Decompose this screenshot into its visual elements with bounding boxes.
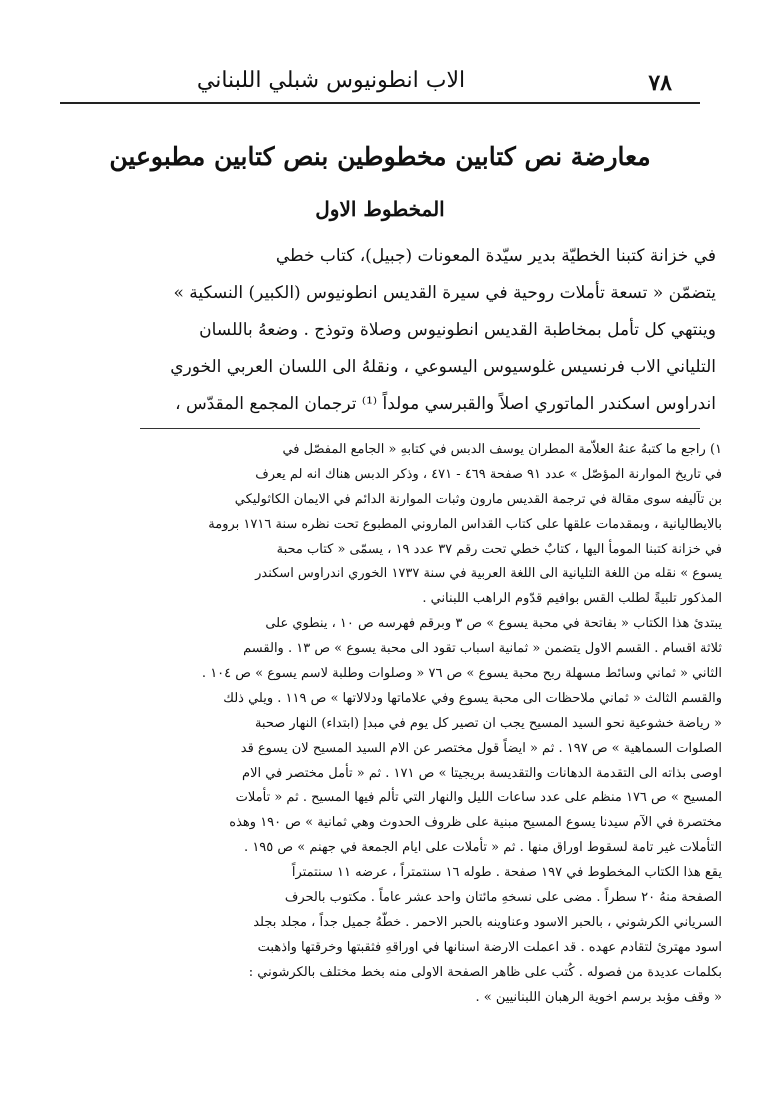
footnote-line: الصلوات السماهية » ص ١٩٧ . ثم « ايضاً قول مختصر عن الام السيد المسيح لان يسوع قد: [240, 740, 722, 756]
body-paragraph: [62, 238, 716, 423]
footnote-line: والقسم الثالث « ثماني ملاحظات الى محبة يسوع وفي علاماتها ودلالاتها » ص ١١٩ . ويلي ذلك: [223, 690, 722, 706]
footnote-line: التأملات غير تامة لسقوط اوراق منها . ثم « تأملات على ايام الجمعة في جهنم » ص ١٩٥ .: [244, 840, 722, 856]
header-rule: [60, 102, 700, 104]
footnote-line: في تاريخ الموارنة المؤصّل » عدد ٩١ صفحة ٤٦٩ - ٤٧١ ، وذكر الدبس هناك انه لم يعرف: [255, 466, 722, 482]
footnote-line: مختصرة في الآم سيدنا يسوع المسيح مبنية على ظروف الحدوث وهي ثمانية » ص ١٩٠ وهذه: [229, 815, 722, 831]
footnote-line: ثلاثة اقسام . القسم الاول يتضمن « ثمانية اسباب تقود الى محبة يسوع » ص ١٣ . والقسم: [243, 641, 722, 657]
footnote-line: في خزانة كتبنا المومأ اليها ، كتابٌ خطي تحت رقم ٣٧ عدد ١٩ ، يسمّى « كتاب محبة: [276, 541, 722, 557]
body-line: التلياني الاب فرنسيس غلوسيوس اليسوعي ، ونقلهُ الى اللسان العربي الخوري: [170, 357, 716, 377]
footnote-line: بالايطاليانية ، وبمقدمات علقها على كتاب القداس الماروني المطبوع تحت نظره سنة ١٧١٦ برومة: [208, 516, 722, 532]
footnote-line: « وقف مؤبد برسم اخوية الرهبان اللبنانيين » .: [475, 989, 722, 1005]
footnote-line: الثاني « ثماني وسائط مسهلة ربح محبة يسوع » ص ٧٦ « وصلوات وطلبة لاسم يسوع » ص ١٠٤ .: [201, 666, 722, 682]
footnote-line: اسود مهترئ لتقادم عهده . قد اعملت الارضة اسنانها في اوراقهِ فثقبتها وخرقتها واذهبت: [257, 939, 722, 955]
footnote-line: ١) راجع ما كتبهُ عنهُ العلاّمة المطران يوسف الدبس في كتابهِ « الجامع المفصّل في: [282, 442, 722, 457]
footnote-line: بن تآليفه سوى مقالة في ترجمة القديس مارون وثبات الموارنة الدائم في الايمان الكاثوليكي: [234, 491, 722, 507]
footnote-line: يقع هذا الكتاب المخطوط في ١٩٧ صفحة . طوله ١٦ سنتمتراً ، عرضه ١١ سنتمتراً: [291, 865, 722, 881]
footnote-line: يبتدئ هذا الكتاب « بفاتحة في محبة يسوع » ص ٣ وبرقم فهرسه ص ١٠ ، ينطوي على: [265, 616, 722, 632]
running-title: الاب انطونيوس شبلي اللبناني: [196, 68, 466, 93]
footnote-line: الصفحة منهُ ٢٠ سطراً . مضى على نسخهِ مائتان واحد عشر عاماً . مكتوب بالحرف: [284, 890, 722, 906]
footnote-line: يسوع » نقله من اللغة التليانية الى اللغة العربية في سنة ١٧٣٧ الخوري اندراوس اسكندر: [255, 566, 722, 582]
section-title: المخطوط الاول: [315, 197, 445, 221]
footnotes: [62, 438, 722, 1010]
body-line: وينتهي كل تأمل بمخاطبة القديس انطونيوس وصلاة وتوذج . وضعهُ باللسان: [199, 320, 716, 340]
page-header: [70, 62, 682, 102]
body-line: في خزانة كتبنا الخطيّة بدير سيّدة المعونات (جبيل)، كتاب خطي: [275, 246, 716, 266]
footnote-line: « رياضة خشوعية نحو السيد المسيح يجب ان تصير كل يوم في مبدإ (ابتداء) النهار صحبة: [254, 715, 722, 731]
page-number: ٧٨: [648, 70, 672, 96]
main-title: معارضة نص كتابين مخطوطين بنص كتابين مطبوعين: [109, 142, 651, 171]
footnote-line: المذكور تلبيةً لطلب القس بوافيم قدّوم الراهب اللبناني .: [422, 591, 722, 607]
footnote-line: السرياني الكرشوني ، بالحبر الاسود وعناوينه بالحبر الاحمر . خطّهُ جميل جداً ، مجلد بجلد: [253, 914, 722, 930]
footnote-line: بكلمات عديدة من فصوله . كُتب على ظاهر الصفحة الاولى منه بخط مختلف بالكرشوني :: [248, 964, 722, 980]
footnote-rule: [140, 428, 700, 429]
body-line: يتضمّن « تسعة تأملات روحية في سيرة القديس انطونيوس (الكبير) النسكية »: [173, 283, 716, 303]
footnote-line: المسيح » ص ١٧٦ منظم على عدد ساعات الليل والنهار التي تألم فيها المسيح . ثم « تأملات: [235, 790, 722, 806]
footnote-line: اوصى بذاته الى التقدمة الدهانات والتقديسة بريجيتا » ص ١٧١ . ثم « تأمل مختصر في الام: [242, 765, 722, 781]
body-line: اندراوس اسكندر الماتوري اصلاً والقبرسي مولداً ⁽¹⁾ ترجمان المجمع المقدّس ،: [175, 394, 716, 414]
